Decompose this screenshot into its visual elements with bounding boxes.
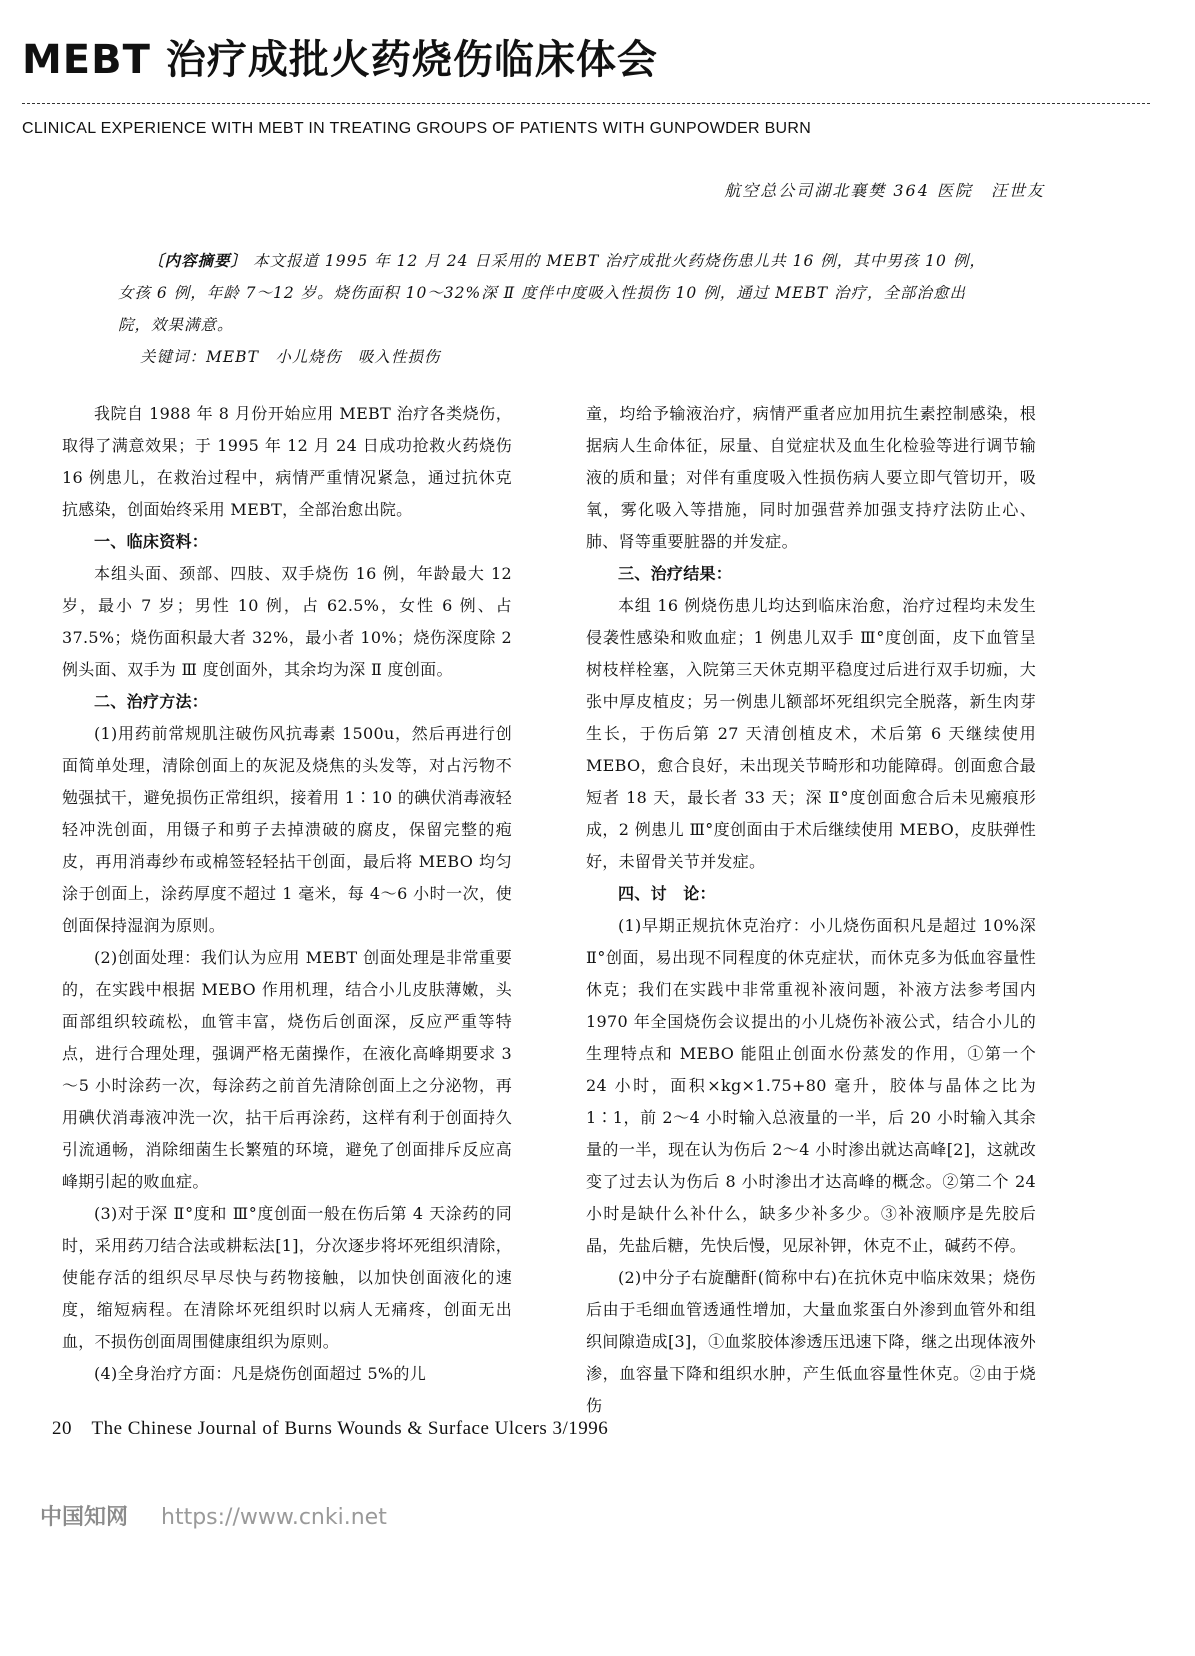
author-affiliation: 航空总公司湖北襄樊 364 医院 汪世友 xyxy=(724,181,1045,200)
page-footer: 20 The Chinese Journal of Burns Wounds & Surface Ulcers 3/1996 xyxy=(52,1418,609,1439)
treatment-paragraph-4: (4)全身治疗方面：凡是烧伤创面超过 5%的儿 xyxy=(94,1364,427,1383)
title-divider xyxy=(22,103,1150,104)
results-paragraph: 本组 16 例烧伤患儿均达到临床治愈，治疗过程均未发生侵袭性感染和败血症；1 例患儿双手 Ⅲ°度创面，皮下血管呈树枝样栓塞，入院第三天休克期平稳度过后进行双手切痂，大张中厚皮植皮；另一例患儿额部坏死组织完全脱落，新生肉芽生长，于伤后第 27 天清创植皮术，术后第 6 天继续使用 MEBO，愈合良好，未出现关节畸形和功能障碍。创面愈合最短者 18 天，最长者 33 天；深 Ⅱ°度创面愈合后未见瘢痕形成，2 例患儿 Ⅲ°度创面由于术后继续使用 MEBO，皮肤弹性好，未留骨关节并发症。 xyxy=(586,596,1036,871)
keywords: 关键词：MEBT 小儿烧伤 吸入性损伤 xyxy=(140,348,441,366)
cnki-logo-text: 中国知网 xyxy=(40,1505,129,1530)
right-column xyxy=(586,398,1036,1422)
treatment-paragraph-3: (3)对于深 Ⅱ°度和 Ⅲ°度创面一般在伤后第 4 天涂药的同时，采用药刀结合法或耕耘法[1]，分次逐步将坏死组织清除，使能存活的组织尽早尽快与药物接触，以加快创面液化的速度，缩短病程。在清除坏死组织时以病人无痛疼，创面无出血，不损伤创面周围健康组织为原则。 xyxy=(62,1204,512,1351)
discussion-paragraph-1: (1)早期正规抗休克治疗：小儿烧伤面积凡是超过 10%深 Ⅱ°创面，易出现不同程度的休克症状，而休克多为低血容量性休克；我们在实践中非常重视补液问题，补液方法参考国内 1970 年全国烧伤会议提出的小儿烧伤补液公式，结合小儿的生理特点和 MEBO 能阻止创面水份蒸发的作用，①第一个 24 小时，面积×kg×1.75+80 毫升，胶体与晶体之比为 1∶1，前 2～4 小时输入总液量的一半，后 20 小时输入其余量的一半，现在认为伤后 2～4 小时渗出就达高峰[2]，这就改变了过去认为伤后 8 小时渗出才达高峰的概念。②第二个 24 小时是缺什么补什么，缺多少补多少。③补液顺序是先胶后晶，先盐后糖，先快后慢，见尿补钾，休克不止，碱药不停。 xyxy=(586,916,1036,1255)
left-column xyxy=(62,398,512,1390)
section-heading-results: 三、治疗结果： xyxy=(618,564,733,583)
cnki-url: https://www.cnki.net xyxy=(161,1505,387,1530)
section-heading-treatment-methods: 二、治疗方法： xyxy=(94,692,209,711)
abstract xyxy=(118,245,988,373)
clinical-data-paragraph: 本组头面、颈部、四肢、双手烧伤 16 例，年龄最大 12 岁，最小 7 岁；男性 10 例，占 62.5%，女性 6 例、占 37.5%；烧伤面积最大者 32%，最小者 10%；烧伤深度除 2 例头面、双手为 Ⅲ 度创面外，其余均为深 Ⅱ 度创面。 xyxy=(62,564,512,679)
cnki-watermark xyxy=(40,1500,387,1531)
abstract-text: 本文报道 1995 年 12 月 24 日采用的 MEBT 治疗成批火药烧伤患儿共 16 例，其中男孩 10 例，女孩 6 例，年龄 7～12 岁。烧伤面积 10～32%深 Ⅱ 度伴中度吸入性损伤 10 例，通过 MEBT 治疗，全部治愈出院，效果满意。 xyxy=(118,252,986,334)
treatment-paragraph-4-cont: 童，均给予输液治疗，病情严重者应加用抗生素控制感染，根据病人生命体征，尿量、自觉症状及血生化检验等进行调节输液的质和量；对伴有重度吸入性损伤病人要立即气管切开，吸氧，雾化吸入等措施，同时加强营养加强支持疗法防止心、肺、肾等重要脏器的并发症。 xyxy=(586,404,1036,551)
discussion-paragraph-2: (2)中分子右旋醣酐(简称中右)在抗休克中临床效果；烧伤后由于毛细血管透通性增加，大量血浆蛋白外渗到血管外和组织间隙造成[3]，①血浆胶体渗透压迅速下降，继之出现体液外渗，血容量下降和组织水肿，产生低血容量性休克。②由于烧伤 xyxy=(586,1268,1036,1415)
section-heading-clinical-data: 一、临床资料： xyxy=(94,532,209,551)
article-title: MEBT 治疗成批火药烧伤临床体会 xyxy=(22,37,658,83)
treatment-paragraph-2: (2)创面处理：我们认为应用 MEBT 创面处理是非常重要的，在实践中根据 MEBO 作用机理，结合小儿皮肤薄嫩，头面部组织较疏松，血管丰富，烧伤后创面深，反应严重等特点，进行合理处理，强调严格无菌操作，在液化高峰期要求 3～5 小时涂药一次，每涂药之前首先清除创面上之分泌物，再用碘伏消毒液冲洗一次，拈干后再涂药，这样有利于创面持久引流通畅，消除细菌生长繁殖的环境，避免了创面排斥反应高峰期引起的败血症。 xyxy=(62,948,512,1191)
intro-paragraph: 我院自 1988 年 8 月份开始应用 MEBT 治疗各类烧伤，取得了满意效果；于 1995 年 12 月 24 日成功抢救火药烧伤 16 例患儿，在救治过程中，病情严重情况紧急，通过抗休克抗感染，创面始终采用 MEBT，全部治愈出院。 xyxy=(62,404,512,519)
abstract-label: 〔内容摘要〕 xyxy=(148,251,248,270)
english-subtitle: CLINICAL EXPERIENCE WITH MEBT IN TREATING GROUPS OF PATIENTS WITH GUNPOWDER BURN xyxy=(22,120,812,137)
treatment-paragraph-1: (1)用药前常规肌注破伤风抗毒素 1500u，然后再进行创面简单处理，清除创面上的灰泥及烧焦的头发等，对占污物不勉强拭干，避免损伤正常组织，接着用 1∶10 的碘伏消毒液轻轻冲洗创面，用镊子和剪子去掉溃破的腐皮，保留完整的疱皮，再用消毒纱布或棉签轻轻拈干创面，最后将 MEBO 均匀涂于创面上，涂药厚度不超过 1 毫米，每 4～6 小时一次，使创面保持湿润为原则。 xyxy=(62,724,512,935)
section-heading-discussion: 四、讨 论： xyxy=(618,884,716,903)
